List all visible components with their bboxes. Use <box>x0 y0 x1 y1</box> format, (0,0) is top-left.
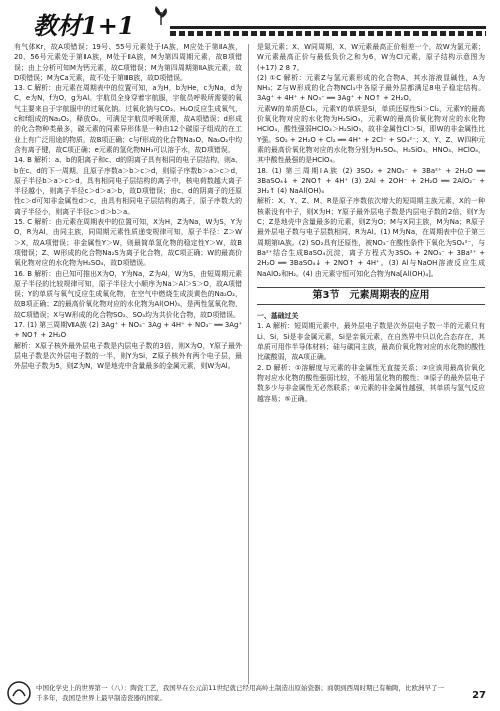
page-footer <box>0 677 500 711</box>
answer-paragraph: 解析：X、Y、Z、M、R是原子序数依次增大的短周期主族元素，X的一种核素没有中子，则X为H；Y原子最外层电子数是内层电子数的2倍，则Y为C；Z是地壳中含量最多的元素，则Z为O；M与X同主族，M为Na；R原子最外层电子数与电子层数相同，R为Al。(1) M为Na，在周期表中位于第三周期第ⅠA族。(2) SO₂具有还原性，被NO₃⁻在酸性条件下氧化为SO₄²⁻，与Ba²⁺结合生成BaSO₄沉淀，离子方程式为3SO₂ + 2NO₃⁻ + 3Ba²⁺ + 2H₂O ══ 3BaSO₄↓ + 2NO↑ + 4H⁺。(3) Al与NaOH溶液反应生成NaAlO₂和H₂。(4) 由元素守恒可知化合物为Na[Al(OH)₄]。 <box>257 197 485 278</box>
leaf-icon <box>151 4 171 26</box>
answer-paragraph: 13. C 解析：由元素在周期表中的位置可知，a为H，b为He，c为Na，d为C，e为N，f为O，g为Al。宇航员全身穿着宇航服，宇航员呼吸所需要的氧气主要来自于宇航服中的过氧化钠。过氧化钠与CO₂、H₂O反应生成氧气，c和f组成的Na₂O₂，释放O₂，可满足宇航员呼吸所需，故A项错误；d形成的化合物种类最多，碳元素的同素异形体是一种由12个碳原子组成的在工业上有广泛用途的物质，故B项正确；c与f形成的化合物Na₂O、Na₂O₂中均含有离子键，故C项正确；e元素的氢化物NH₃可以溶于水，故D项错误。 <box>14 84 242 154</box>
series-logo-icon <box>6 680 32 706</box>
answer-paragraph: 15. C 解析：由元素在周期表中的位置可知，X为H，Z为Na，W为S，Y为O，R为Al，由同主族，同周期元素性质递变规律可知，原子半径：Z＞W＞X，故A项错误；非金属性Y＞W，则最简单氢化物的稳定性Y＞W，故B项错误；Z、W形成的化合物Na₂S为离子化合物，故C项正确；W的最高价氧化物对应的水化物为H₂SO₄，故D项错误。 <box>14 218 242 268</box>
section-subtitle: 一、基础过关 <box>257 312 299 321</box>
column-divider <box>248 44 249 684</box>
answer-paragraph: 16. B 解析：由已知可推出X为O，Y为Na，Z为Al，W为S，由短周期元素原子半径的比较规律可知，原子半径大小顺序为Na＞Al＞S＞O，故A项错误；Y的单质与氧气反应生成氧化物，在空气中燃烧生成淡黄色的Na₂O₂，故B项正确；Z的最高价氧化物对应的水化物为Al(OH)₃，是两性氢氧化物，故C项错误；X与W形成的化合物SO₂、SO₃均为共价化合物，故D项错误。 <box>14 269 242 319</box>
page-number: 27 <box>472 690 486 701</box>
footer-note: 中国化学史上的世界第一（八）：陶瓷工艺，我国早在公元前11世纪就已经用高岭土制造出原始瓷器；商朝到西周时期已有釉陶，比欧洲早了一千多年，我国是世界上最早制造瓷器的国家。 <box>36 684 445 702</box>
answer-paragraph: 元素W的单质是Cl₂，元素Y的单质是Si，单质还原性Si＞Cl₂，元素Y的最高价氧化物对应的水化物为H₂SiO₃，元素W的最高价氧化物对应的水化物HClO₄，酸性强弱HClO₄＞H₂SiO₃，故非金属性Cl＞Si，即W的非金属性比Y强。SO₂ + 2H₂O + Cl₂ ══ 4H⁺ + 2Cl⁻ + SO₄²⁻；X、Y、Z、W四种元素的最高价氧化物对应的水化物分别为H₂SO₄、H₂SiO₃、HNO₃、HClO₄，其中酸性最强的是HClO₄。 <box>257 104 485 165</box>
left-column <box>14 42 242 372</box>
header-rule <box>170 26 486 29</box>
page-header <box>0 0 500 40</box>
answer-paragraph: 14. B 解析：a、b的阳离子和c、d的阴离子具有相同的电子层结构，则a、b在c、d的下一周期，且原子序数a＞b＞c＞d，则原子序数b＞a＞c＞d，原子半径b＞a＞c＞d，具有相同电子层结构的离子中，核电荷数越大离子半径越小，则离子半径c＞d＞a＞b，故D项错误；由c、d的阴离子的还原性c＞d可知非金属性d＞c，由具有相同电子层结构的离子，原子序数大的离子半径小，则离子半径c＞d＞b＞a。 <box>14 156 242 216</box>
answer-paragraph: 1. A 解析：短周期元素中，最外层电子数是次外层电子数一半的元素只有Li、Si，Si是非金属元素，Si是亲氧元素，在自然界中只以化合态存在，其单质可用作半导体材料；硅与碳同主族，最高价氧化物对应的水化物的酸性比碳酸弱，故A项正确。 <box>257 322 485 362</box>
answer-paragraph: 有气体Kr，故A项错误；19号、55号元素处于ⅠA族，M应处于第ⅡA族，20、56号元素处于第ⅡA族，M处于ⅡA族，M为第四周期元素，故B项错误；由上分析可知M为钙元素，故C项错误；M为第四周期第ⅡA族元素，故D项错误；M为Ca元素，故不处于第ⅢB族，故D项错误。 <box>14 43 242 82</box>
answer-paragraph: (2) ①C 解析：元素Z与氢元素形成的化合物A，其水溶液显碱性，A为NH₃；Z与W形成的化合物NCl₃中各原子最外层都满足8电子稳定结构。3Ag⁺ + 4H⁺ + NO₃⁻ ══ 3Ag⁺ + NO↑ + 2H₂O。 <box>257 73 485 103</box>
answer-paragraph: 2. D 解析：①溶解度与元素的非金属性无直接关系；②应该用最高价氧化物对应水化物的酸性强弱比较，不能用氢化物的酸性；③原子的最外层电子数多少与非金属性无必然联系；④元素的非金属性越强，其单质与氢气反应越容易；⑤正确。 <box>257 363 485 403</box>
section-title: 第3节 元素周期表的应用 <box>257 287 485 305</box>
answer-paragraph: 解析：X原子核外最外层电子数是内层电子数的3倍，则X为O，Y原子最外层电子数是次外层电子数的一半，则Y为Si，Z原子核外有两个电子层，最外层电子数为5，则Z为N，W是地壳中含量最多的金属元素，则W为Al。 <box>14 341 242 371</box>
answer-paragraph: 18. (1) 第三周期ⅠA族 (2) 3SO₂ + 2NO₃⁻ + 3Ba²⁺ + 2H₂O ══ 3BaSO₄↓ + 2NO↑ + 4H⁺ (3) 2Al + 2OH⁻ + 2H₂O ══ 2AlO₂⁻ + 3H₂↑ (4) NaAl(OH)₄ <box>257 166 485 196</box>
right-column <box>257 42 485 404</box>
answer-paragraph: 17. (1) 第三周期ⅦA族 (2) 3Ag⁺ + NO₃⁻ 3Ag + 4H⁺ + NO₃⁻ ══ 3Ag⁺ + NO↑ + 2H₂O <box>14 321 242 340</box>
header-strip <box>170 31 486 36</box>
answer-paragraph: 是氮元素；X、W同周期，X、W元素最高正价相差一个，故W为氯元素；W元素最高正价与最低负价之和为6，W为Cl元素，原子结构示意图为 (+17) 2 8 7。 <box>257 43 485 72</box>
book-logo: 教材1+1 <box>33 11 135 40</box>
